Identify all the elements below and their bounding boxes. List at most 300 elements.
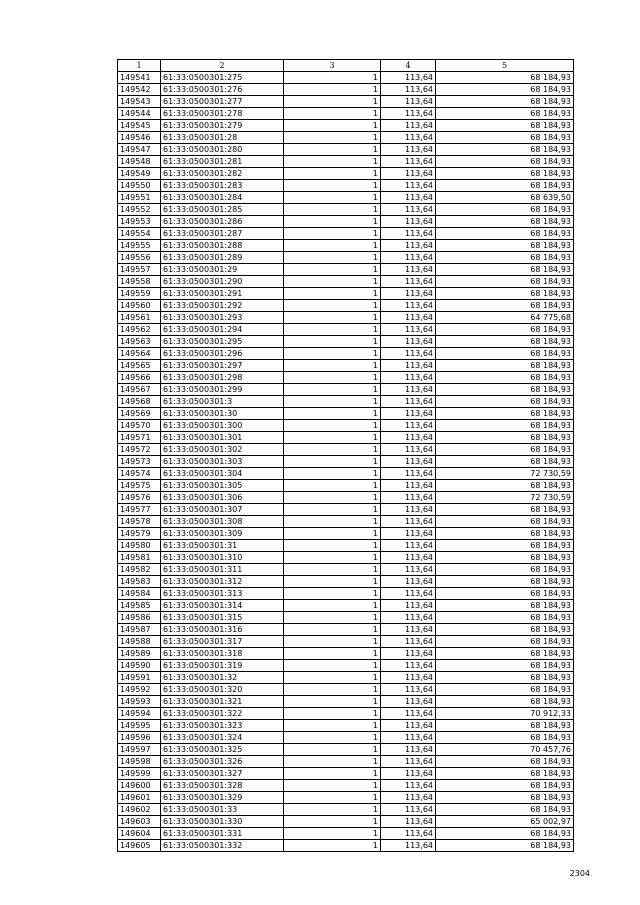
- cadastral-number-cell: 61:33:0500301:327: [161, 768, 284, 780]
- cadastral-number-cell: 61:33:0500301:292: [161, 300, 284, 312]
- count-cell: 1: [284, 816, 381, 828]
- area-cell: 113,64: [381, 660, 436, 672]
- count-cell: 1: [284, 744, 381, 756]
- value-cell: 68 184,93: [436, 648, 574, 660]
- count-cell: 1: [284, 336, 381, 348]
- value-cell: 68 184,93: [436, 732, 574, 744]
- area-cell: 113,64: [381, 336, 436, 348]
- value-cell: 68 184,93: [436, 204, 574, 216]
- count-cell: 1: [284, 768, 381, 780]
- table-row: [118, 816, 574, 828]
- value-cell: 68 184,93: [436, 216, 574, 228]
- value-cell: 68 184,93: [436, 180, 574, 192]
- cadastral-number-cell: 61:33:0500301:313: [161, 588, 284, 600]
- row-number-cell: 149541: [118, 72, 161, 84]
- area-cell: 113,64: [381, 228, 436, 240]
- cadastral-number-cell: 61:33:0500301:278: [161, 108, 284, 120]
- count-cell: 1: [284, 552, 381, 564]
- table-row: [118, 192, 574, 204]
- row-number-cell: 149568: [118, 396, 161, 408]
- value-cell: 68 184,93: [436, 96, 574, 108]
- table-row: [118, 624, 574, 636]
- table-row: [118, 324, 574, 336]
- count-cell: 1: [284, 276, 381, 288]
- cadastral-number-cell: 61:33:0500301:300: [161, 420, 284, 432]
- row-number-cell: 149571: [118, 432, 161, 444]
- row-number-cell: 149601: [118, 792, 161, 804]
- value-cell: 68 184,93: [436, 132, 574, 144]
- row-number-cell: 149549: [118, 168, 161, 180]
- value-cell: 68 184,93: [436, 588, 574, 600]
- value-cell: 68 184,93: [436, 396, 574, 408]
- area-cell: 113,64: [381, 648, 436, 660]
- cadastral-number-cell: 61:33:0500301:310: [161, 552, 284, 564]
- row-number-cell: 149563: [118, 336, 161, 348]
- count-cell: 1: [284, 96, 381, 108]
- area-cell: 113,64: [381, 528, 436, 540]
- area-cell: 113,64: [381, 684, 436, 696]
- cadastral-number-cell: 61:33:0500301:322: [161, 708, 284, 720]
- header-row: [118, 60, 574, 72]
- cadastral-number-cell: 61:33:0500301:33: [161, 804, 284, 816]
- count-cell: 1: [284, 384, 381, 396]
- cadastral-number-cell: 61:33:0500301:32: [161, 672, 284, 684]
- area-cell: 113,64: [381, 540, 436, 552]
- cadastral-number-cell: 61:33:0500301:285: [161, 204, 284, 216]
- cadastral-number-cell: 61:33:0500301:282: [161, 168, 284, 180]
- table-row: [118, 96, 574, 108]
- count-cell: 1: [284, 660, 381, 672]
- area-cell: 113,64: [381, 312, 436, 324]
- count-cell: 1: [284, 648, 381, 660]
- row-number-cell: 149542: [118, 84, 161, 96]
- count-cell: 1: [284, 780, 381, 792]
- count-cell: 1: [284, 192, 381, 204]
- cadastral-number-cell: 61:33:0500301:287: [161, 228, 284, 240]
- row-number-cell: 149583: [118, 576, 161, 588]
- value-cell: 68 184,93: [436, 804, 574, 816]
- count-cell: 1: [284, 216, 381, 228]
- cadastral-number-cell: 61:33:0500301:31: [161, 540, 284, 552]
- row-number-cell: 149560: [118, 300, 161, 312]
- value-cell: 68 184,93: [436, 324, 574, 336]
- cadastral-number-cell: 61:33:0500301:28: [161, 132, 284, 144]
- area-cell: 113,64: [381, 564, 436, 576]
- value-cell: 68 184,93: [436, 684, 574, 696]
- table-row: [118, 360, 574, 372]
- value-cell: 68 184,93: [436, 600, 574, 612]
- value-cell: 68 184,93: [436, 144, 574, 156]
- count-cell: 1: [284, 600, 381, 612]
- value-cell: 68 184,93: [436, 72, 574, 84]
- table-row: [118, 312, 574, 324]
- table-row: [118, 792, 574, 804]
- row-number-cell: 149600: [118, 780, 161, 792]
- table-row: [118, 156, 574, 168]
- value-cell: 68 184,93: [436, 768, 574, 780]
- value-cell: 68 184,93: [436, 528, 574, 540]
- cadastral-number-cell: 61:33:0500301:326: [161, 756, 284, 768]
- table-row: [118, 840, 574, 852]
- count-cell: 1: [284, 624, 381, 636]
- table-row: [118, 276, 574, 288]
- value-cell: 68 184,93: [436, 792, 574, 804]
- cadastral-number-cell: 61:33:0500301:320: [161, 684, 284, 696]
- area-cell: 113,64: [381, 264, 436, 276]
- count-cell: 1: [284, 516, 381, 528]
- value-cell: 68 184,93: [436, 756, 574, 768]
- column-header-5: 5: [436, 60, 574, 72]
- count-cell: 1: [284, 420, 381, 432]
- row-number-cell: 149558: [118, 276, 161, 288]
- count-cell: 1: [284, 444, 381, 456]
- row-number-cell: 149566: [118, 372, 161, 384]
- row-number-cell: 149595: [118, 720, 161, 732]
- cadastral-number-cell: 61:33:0500301:331: [161, 828, 284, 840]
- area-cell: 113,64: [381, 300, 436, 312]
- column-header-4: 4: [381, 60, 436, 72]
- value-cell: 68 184,93: [436, 672, 574, 684]
- cadastral-number-cell: 61:33:0500301:305: [161, 480, 284, 492]
- table-row: [118, 420, 574, 432]
- count-cell: 1: [284, 240, 381, 252]
- area-cell: 113,64: [381, 84, 436, 96]
- row-number-cell: 149573: [118, 456, 161, 468]
- value-cell: 68 184,93: [436, 264, 574, 276]
- cadastral-number-cell: 61:33:0500301:280: [161, 144, 284, 156]
- table-row: [118, 348, 574, 360]
- table-row: [118, 636, 574, 648]
- cadastral-number-cell: 61:33:0500301:324: [161, 732, 284, 744]
- table-row: [118, 696, 574, 708]
- table-row: [118, 72, 574, 84]
- count-cell: 1: [284, 360, 381, 372]
- cadastral-number-cell: 61:33:0500301:286: [161, 216, 284, 228]
- cadastral-number-cell: 61:33:0500301:317: [161, 636, 284, 648]
- value-cell: 68 184,93: [436, 252, 574, 264]
- area-cell: 113,64: [381, 120, 436, 132]
- count-cell: 1: [284, 252, 381, 264]
- row-number-cell: 149555: [118, 240, 161, 252]
- cadastral-number-cell: 61:33:0500301:316: [161, 624, 284, 636]
- value-cell: 68 184,93: [436, 480, 574, 492]
- table-row: [118, 504, 574, 516]
- row-number-cell: 149590: [118, 660, 161, 672]
- row-number-cell: 149587: [118, 624, 161, 636]
- table-row: [118, 576, 574, 588]
- area-cell: 113,64: [381, 768, 436, 780]
- value-cell: 68 184,93: [436, 156, 574, 168]
- value-cell: 68 184,93: [436, 120, 574, 132]
- value-cell: 68 184,93: [436, 720, 574, 732]
- row-number-cell: 149544: [118, 108, 161, 120]
- value-cell: 70 912,33: [436, 708, 574, 720]
- count-cell: 1: [284, 480, 381, 492]
- cadastral-number-cell: 61:33:0500301:288: [161, 240, 284, 252]
- cadastral-number-cell: 61:33:0500301:332: [161, 840, 284, 852]
- row-number-cell: 149582: [118, 564, 161, 576]
- count-cell: 1: [284, 324, 381, 336]
- area-cell: 113,64: [381, 252, 436, 264]
- table-row: [118, 492, 574, 504]
- area-cell: 113,64: [381, 468, 436, 480]
- row-number-cell: 149589: [118, 648, 161, 660]
- table-row: [118, 240, 574, 252]
- count-cell: 1: [284, 168, 381, 180]
- value-cell: 68 184,93: [436, 780, 574, 792]
- row-number-cell: 149602: [118, 804, 161, 816]
- area-cell: 113,64: [381, 348, 436, 360]
- value-cell: 68 184,93: [436, 696, 574, 708]
- cadastral-number-cell: 61:33:0500301:29: [161, 264, 284, 276]
- value-cell: 68 184,93: [436, 576, 574, 588]
- row-number-cell: 149556: [118, 252, 161, 264]
- row-number-cell: 149569: [118, 408, 161, 420]
- table-row: [118, 336, 574, 348]
- value-cell: 68 184,93: [436, 228, 574, 240]
- area-cell: 113,64: [381, 72, 436, 84]
- cadastral-number-cell: 61:33:0500301:281: [161, 156, 284, 168]
- row-number-cell: 149543: [118, 96, 161, 108]
- table-row: [118, 732, 574, 744]
- cadastral-number-cell: 61:33:0500301:294: [161, 324, 284, 336]
- area-cell: 113,64: [381, 372, 436, 384]
- count-cell: 1: [284, 612, 381, 624]
- value-cell: 68 184,93: [436, 564, 574, 576]
- row-number-cell: 149578: [118, 516, 161, 528]
- table-row: [118, 756, 574, 768]
- value-cell: 68 184,93: [436, 288, 574, 300]
- value-cell: 68 184,93: [436, 276, 574, 288]
- count-cell: 1: [284, 504, 381, 516]
- count-cell: 1: [284, 120, 381, 132]
- value-cell: 68 639,50: [436, 192, 574, 204]
- cadastral-number-cell: 61:33:0500301:276: [161, 84, 284, 96]
- row-number-cell: 149592: [118, 684, 161, 696]
- value-cell: 68 184,93: [436, 348, 574, 360]
- count-cell: 1: [284, 672, 381, 684]
- area-cell: 113,64: [381, 396, 436, 408]
- cadastral-number-cell: 61:33:0500301:275: [161, 72, 284, 84]
- value-cell: 68 184,93: [436, 168, 574, 180]
- count-cell: 1: [284, 828, 381, 840]
- row-number-cell: 149593: [118, 696, 161, 708]
- row-number-cell: 149545: [118, 120, 161, 132]
- row-number-cell: 149585: [118, 600, 161, 612]
- cadastral-number-cell: 61:33:0500301:328: [161, 780, 284, 792]
- value-cell: 68 184,93: [436, 300, 574, 312]
- cadastral-number-cell: 61:33:0500301:319: [161, 660, 284, 672]
- table-row: [118, 372, 574, 384]
- page-number: 2304: [569, 869, 590, 878]
- count-cell: 1: [284, 792, 381, 804]
- count-cell: 1: [284, 756, 381, 768]
- area-cell: 113,64: [381, 840, 436, 852]
- cadastral-number-cell: 61:33:0500301:312: [161, 576, 284, 588]
- column-header-3: 3: [284, 60, 381, 72]
- cadastral-number-cell: 61:33:0500301:301: [161, 432, 284, 444]
- count-cell: 1: [284, 156, 381, 168]
- cadastral-number-cell: 61:33:0500301:314: [161, 600, 284, 612]
- area-cell: 113,64: [381, 96, 436, 108]
- count-cell: 1: [284, 432, 381, 444]
- count-cell: 1: [284, 708, 381, 720]
- area-cell: 113,64: [381, 324, 436, 336]
- table-row: [118, 768, 574, 780]
- count-cell: 1: [284, 840, 381, 852]
- count-cell: 1: [284, 180, 381, 192]
- area-cell: 113,64: [381, 492, 436, 504]
- cadastral-number-cell: 61:33:0500301:283: [161, 180, 284, 192]
- value-cell: 68 184,93: [436, 624, 574, 636]
- row-number-cell: 149546: [118, 132, 161, 144]
- table-row: [118, 216, 574, 228]
- value-cell: 68 184,93: [436, 612, 574, 624]
- count-cell: 1: [284, 108, 381, 120]
- table-row: [118, 288, 574, 300]
- count-cell: 1: [284, 132, 381, 144]
- column-header-1: 1: [118, 60, 161, 72]
- cadastral-number-cell: 61:33:0500301:330: [161, 816, 284, 828]
- cadastral-number-cell: 61:33:0500301:298: [161, 372, 284, 384]
- count-cell: 1: [284, 576, 381, 588]
- count-cell: 1: [284, 396, 381, 408]
- value-cell: 68 184,93: [436, 540, 574, 552]
- value-cell: 72 730,59: [436, 468, 574, 480]
- row-number-cell: 149580: [118, 540, 161, 552]
- cadastral-number-cell: 61:33:0500301:306: [161, 492, 284, 504]
- cadastral-number-cell: 61:33:0500301:284: [161, 192, 284, 204]
- row-number-cell: 149591: [118, 672, 161, 684]
- table-row: [118, 480, 574, 492]
- table-row: [118, 828, 574, 840]
- row-number-cell: 149594: [118, 708, 161, 720]
- area-cell: 113,64: [381, 588, 436, 600]
- table-row: [118, 516, 574, 528]
- table-row: [118, 180, 574, 192]
- table-row: [118, 648, 574, 660]
- cadastral-number-cell: 61:33:0500301:279: [161, 120, 284, 132]
- row-number-cell: 149554: [118, 228, 161, 240]
- cadastral-number-cell: 61:33:0500301:308: [161, 516, 284, 528]
- area-cell: 113,64: [381, 360, 436, 372]
- cadastral-number-cell: 61:33:0500301:325: [161, 744, 284, 756]
- table-row: [118, 612, 574, 624]
- row-number-cell: 149565: [118, 360, 161, 372]
- cadastral-number-cell: 61:33:0500301:304: [161, 468, 284, 480]
- area-cell: 113,64: [381, 816, 436, 828]
- cadastral-number-cell: 61:33:0500301:291: [161, 288, 284, 300]
- table-row: [118, 228, 574, 240]
- table-row: [118, 384, 574, 396]
- cadastral-number-cell: 61:33:0500301:302: [161, 444, 284, 456]
- area-cell: 113,64: [381, 456, 436, 468]
- value-cell: 68 184,93: [436, 408, 574, 420]
- count-cell: 1: [284, 564, 381, 576]
- table-row: [118, 552, 574, 564]
- area-cell: 113,64: [381, 552, 436, 564]
- value-cell: 68 184,93: [436, 840, 574, 852]
- area-cell: 113,64: [381, 696, 436, 708]
- area-cell: 113,64: [381, 420, 436, 432]
- area-cell: 113,64: [381, 756, 436, 768]
- area-cell: 113,64: [381, 804, 436, 816]
- cadastral-number-cell: 61:33:0500301:311: [161, 564, 284, 576]
- value-cell: 64 775,68: [436, 312, 574, 324]
- count-cell: 1: [284, 372, 381, 384]
- cadastral-number-cell: 61:33:0500301:3: [161, 396, 284, 408]
- area-cell: 113,64: [381, 636, 436, 648]
- area-cell: 113,64: [381, 240, 436, 252]
- value-cell: 68 184,93: [436, 360, 574, 372]
- row-number-cell: 149553: [118, 216, 161, 228]
- area-cell: 113,64: [381, 732, 436, 744]
- value-cell: 65 002,97: [436, 816, 574, 828]
- table-row: [118, 456, 574, 468]
- cadastral-number-cell: 61:33:0500301:299: [161, 384, 284, 396]
- table-row: [118, 444, 574, 456]
- count-cell: 1: [284, 492, 381, 504]
- area-cell: 113,64: [381, 828, 436, 840]
- area-cell: 113,64: [381, 444, 436, 456]
- row-number-cell: 149596: [118, 732, 161, 744]
- area-cell: 113,64: [381, 516, 436, 528]
- value-cell: 68 184,93: [436, 432, 574, 444]
- count-cell: 1: [284, 288, 381, 300]
- count-cell: 1: [284, 636, 381, 648]
- row-number-cell: 149559: [118, 288, 161, 300]
- row-number-cell: 149598: [118, 756, 161, 768]
- table-row: [118, 144, 574, 156]
- value-cell: 68 184,93: [436, 420, 574, 432]
- table-row: [118, 588, 574, 600]
- value-cell: 68 184,93: [436, 372, 574, 384]
- count-cell: 1: [284, 228, 381, 240]
- count-cell: 1: [284, 720, 381, 732]
- area-cell: 113,64: [381, 780, 436, 792]
- table-row: [118, 744, 574, 756]
- area-cell: 113,64: [381, 624, 436, 636]
- table-row: [118, 252, 574, 264]
- cadastral-number-cell: 61:33:0500301:323: [161, 720, 284, 732]
- count-cell: 1: [284, 588, 381, 600]
- table-row: [118, 264, 574, 276]
- row-number-cell: 149550: [118, 180, 161, 192]
- area-cell: 113,64: [381, 144, 436, 156]
- count-cell: 1: [284, 348, 381, 360]
- table-row: [118, 708, 574, 720]
- area-cell: 113,64: [381, 156, 436, 168]
- area-cell: 113,64: [381, 744, 436, 756]
- row-number-cell: 149579: [118, 528, 161, 540]
- column-header-2: 2: [161, 60, 284, 72]
- table-row: [118, 204, 574, 216]
- row-number-cell: 149561: [118, 312, 161, 324]
- table-row: [118, 468, 574, 480]
- table-row: [118, 804, 574, 816]
- area-cell: 113,64: [381, 192, 436, 204]
- row-number-cell: 149552: [118, 204, 161, 216]
- area-cell: 113,64: [381, 384, 436, 396]
- table-row: [118, 108, 574, 120]
- area-cell: 113,64: [381, 204, 436, 216]
- value-cell: 68 184,93: [436, 828, 574, 840]
- area-cell: 113,64: [381, 708, 436, 720]
- table-row: [118, 600, 574, 612]
- area-cell: 113,64: [381, 276, 436, 288]
- row-number-cell: 149597: [118, 744, 161, 756]
- area-cell: 113,64: [381, 480, 436, 492]
